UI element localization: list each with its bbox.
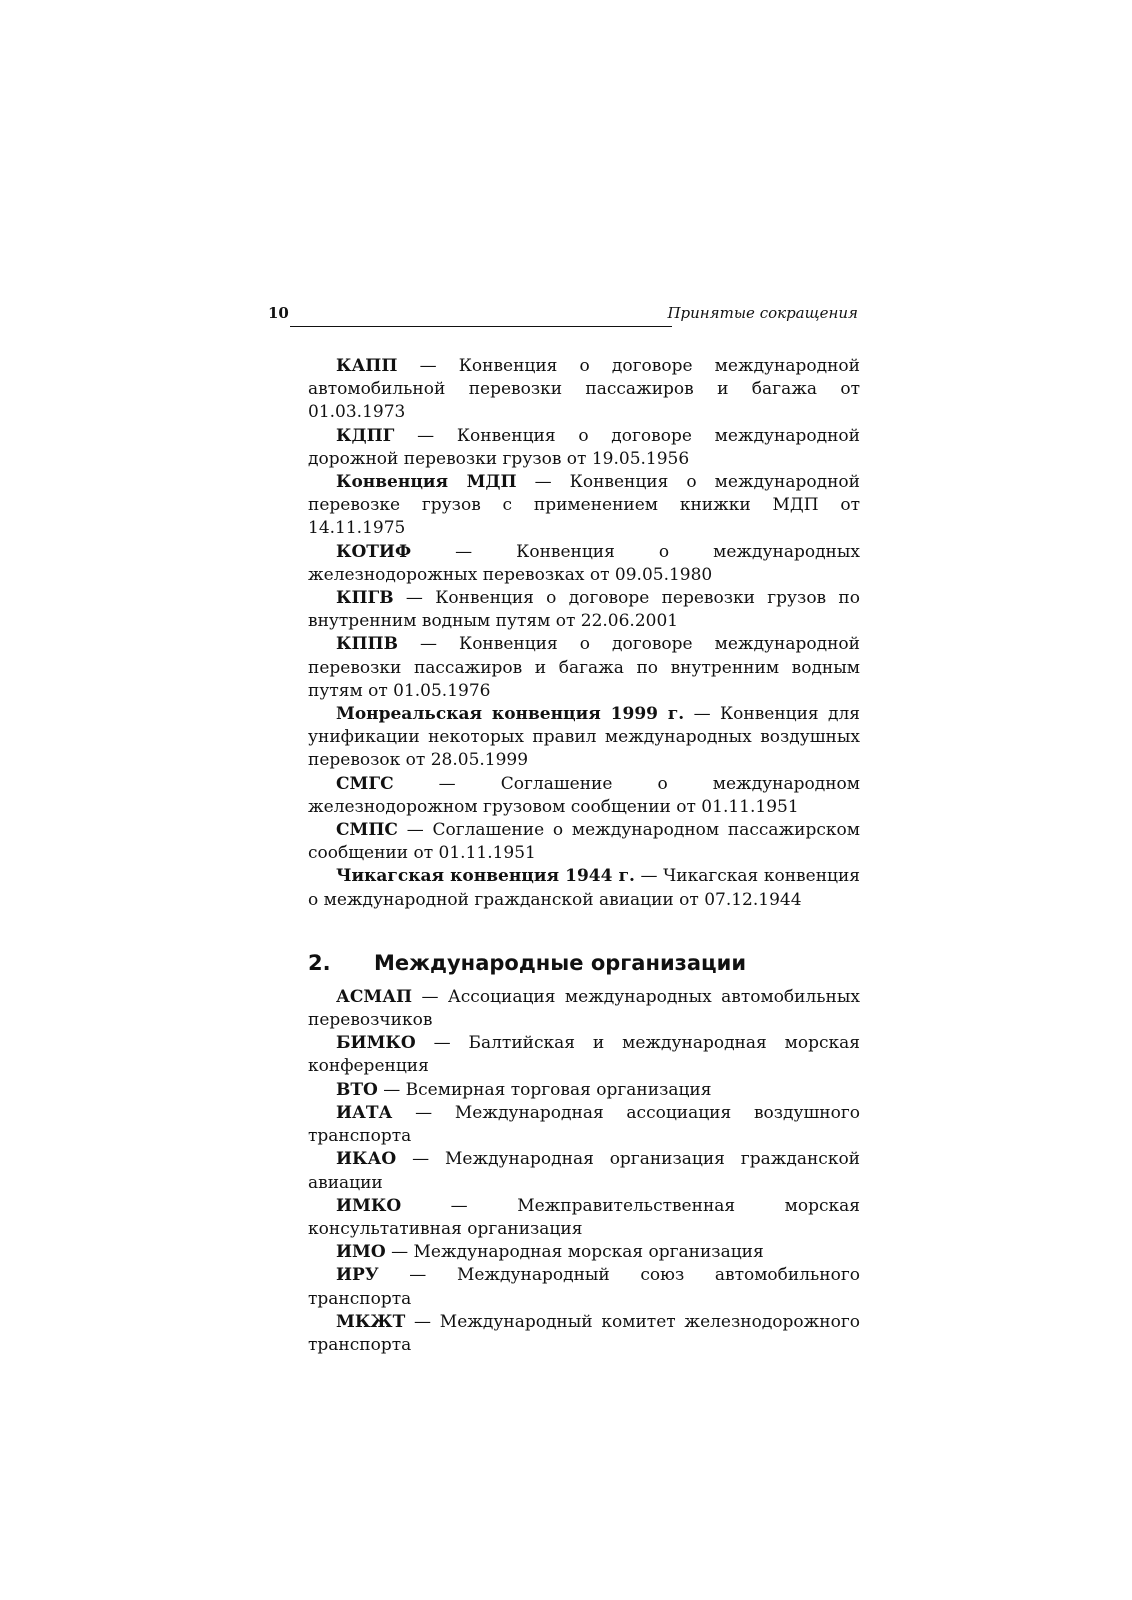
- abbreviation-definition: Соглашение о международном пассажирском сообщении от 01.11.1951: [308, 820, 860, 864]
- page-header: [268, 304, 858, 328]
- abbreviation-definition: Всемирная торговая организация: [405, 1079, 712, 1100]
- page-content: [308, 355, 860, 1357]
- abbreviation-entry: [308, 425, 860, 471]
- abbreviation-term: АСМАП: [336, 986, 413, 1007]
- abbreviation-entry: [308, 865, 860, 911]
- abbreviation-definition: Конвенция о договоре международной автомобильной перевозки пассажиров и багажа от 01.03.1973: [308, 356, 860, 423]
- abbreviation-term: Конвенция МДП: [336, 472, 517, 493]
- abbreviation-term: Монреальская конвенция 1999 г.: [336, 704, 685, 725]
- abbreviation-entry: [308, 703, 860, 773]
- abbreviation-entry: [308, 1241, 860, 1264]
- abbreviation-definition: Соглашение о международном железнодорожном грузовом сообщении от 01.11.1951: [308, 773, 860, 817]
- dash-separator: —: [405, 1311, 440, 1332]
- dash-separator: —: [377, 1079, 406, 1100]
- abbreviation-term: КПГВ: [336, 588, 394, 609]
- abbreviation-definition: Чикагская конвенция о международной гражданской авиации от 07.12.1944: [308, 866, 861, 910]
- dash-separator: —: [393, 773, 501, 794]
- abbreviation-definition: Международный союз автомобильного транспорта: [308, 1265, 860, 1309]
- dash-separator: —: [392, 1102, 455, 1123]
- abbreviation-entry: [308, 986, 860, 1032]
- abbreviation-entry: [308, 471, 860, 541]
- dash-separator: —: [396, 1149, 445, 1170]
- dash-separator: —: [684, 704, 720, 725]
- abbreviation-term: СМПС: [336, 820, 398, 841]
- dash-separator: —: [397, 356, 459, 376]
- abbreviation-entry: [308, 1195, 860, 1241]
- abbreviation-entry: [308, 1148, 860, 1194]
- abbreviation-term: ВТО: [336, 1079, 378, 1100]
- abbreviation-definition: Межправительственная морская консультативная организация: [308, 1195, 860, 1239]
- abbreviation-term: МКЖТ: [336, 1311, 406, 1332]
- abbreviation-term: БИМКО: [336, 1033, 416, 1054]
- abbreviation-entry: [308, 541, 860, 587]
- abbreviation-definition: Конвенция для унификации некоторых правил международных воздушных перевозок от 28.05.1999: [308, 704, 861, 771]
- abbreviation-definition: Ассоциация международных автомобильных перевозчиков: [308, 986, 861, 1031]
- abbreviation-definition: Международная ассоциация воздушного транспорта: [308, 1102, 861, 1147]
- section-heading: [308, 950, 860, 976]
- abbreviation-definition: Международная морская организация: [413, 1242, 764, 1263]
- abbreviation-entry: [308, 587, 860, 633]
- section-number: 2.: [308, 950, 331, 975]
- dash-separator: —: [378, 1265, 457, 1286]
- abbreviation-term: ИМО: [336, 1242, 386, 1263]
- abbreviation-definition: Балтийская и международная морская конференция: [308, 1033, 860, 1077]
- abbreviation-entry: [308, 1032, 860, 1078]
- dash-separator: —: [634, 866, 664, 887]
- abbreviation-definition: Конвенция о договоре перевозки грузов по внутренним водным путям от 22.06.2001: [308, 588, 860, 632]
- dash-separator: —: [415, 1033, 469, 1054]
- abbreviation-definition: Конвенция о международных железнодорожных перевозках от 09.05.1980: [308, 541, 861, 585]
- abbreviation-term: ИАТА: [336, 1102, 393, 1123]
- abbreviation-term: ИКАО: [336, 1149, 397, 1170]
- page-number: 10: [268, 304, 289, 322]
- abbreviation-definition: Конвенция о международной перевозке грузов с применением книжки МДП от 14.11.1975: [308, 472, 860, 539]
- abbreviation-entry: [308, 819, 860, 865]
- abbreviation-entry: [308, 355, 860, 425]
- dash-separator: —: [397, 634, 460, 655]
- abbreviation-term: СМГС: [336, 773, 394, 794]
- section-title: Международные организации: [374, 950, 747, 975]
- abbreviation-entry: [308, 1102, 860, 1148]
- abbreviation-definition: Международная организация гражданской авиации: [308, 1149, 861, 1193]
- abbreviation-term: ИРУ: [336, 1265, 379, 1286]
- abbreviation-entry: [308, 1311, 860, 1357]
- header-rule: [290, 326, 672, 327]
- conventions-list: [308, 355, 860, 912]
- abbreviation-definition: Международный комитет железнодорожного транспорта: [308, 1311, 860, 1355]
- dash-separator: —: [401, 1195, 518, 1216]
- abbreviation-term: КОТИФ: [336, 541, 412, 562]
- running-title: Принятые сокращения: [667, 304, 858, 322]
- abbreviation-entry: [308, 773, 860, 819]
- abbreviation-term: КППВ: [336, 634, 398, 655]
- abbreviation-entry: [308, 1079, 860, 1102]
- abbreviation-term: ИМКО: [336, 1195, 402, 1216]
- abbreviation-definition: Конвенция о договоре международной перевозки пассажиров и багажа по внутренним водным путям от 01.05.1976: [308, 634, 860, 701]
- abbreviation-term: Чикагская конвенция 1944 г.: [336, 866, 635, 887]
- dash-separator: —: [394, 425, 457, 446]
- abbreviation-entry: [308, 633, 860, 703]
- dash-separator: —: [393, 588, 436, 609]
- abbreviation-entry: [308, 1264, 860, 1310]
- organizations-list: [308, 986, 860, 1357]
- dash-separator: —: [516, 472, 570, 493]
- dash-separator: —: [397, 820, 433, 841]
- abbreviation-term: КАПП: [336, 356, 398, 376]
- abbreviation-definition: Конвенция о договоре международной дорожной перевозки грузов от 19.05.1956: [308, 425, 860, 469]
- dash-separator: —: [411, 541, 517, 562]
- dash-separator: —: [412, 986, 448, 1007]
- dash-separator: —: [385, 1242, 414, 1263]
- abbreviation-term: КДПГ: [336, 425, 395, 446]
